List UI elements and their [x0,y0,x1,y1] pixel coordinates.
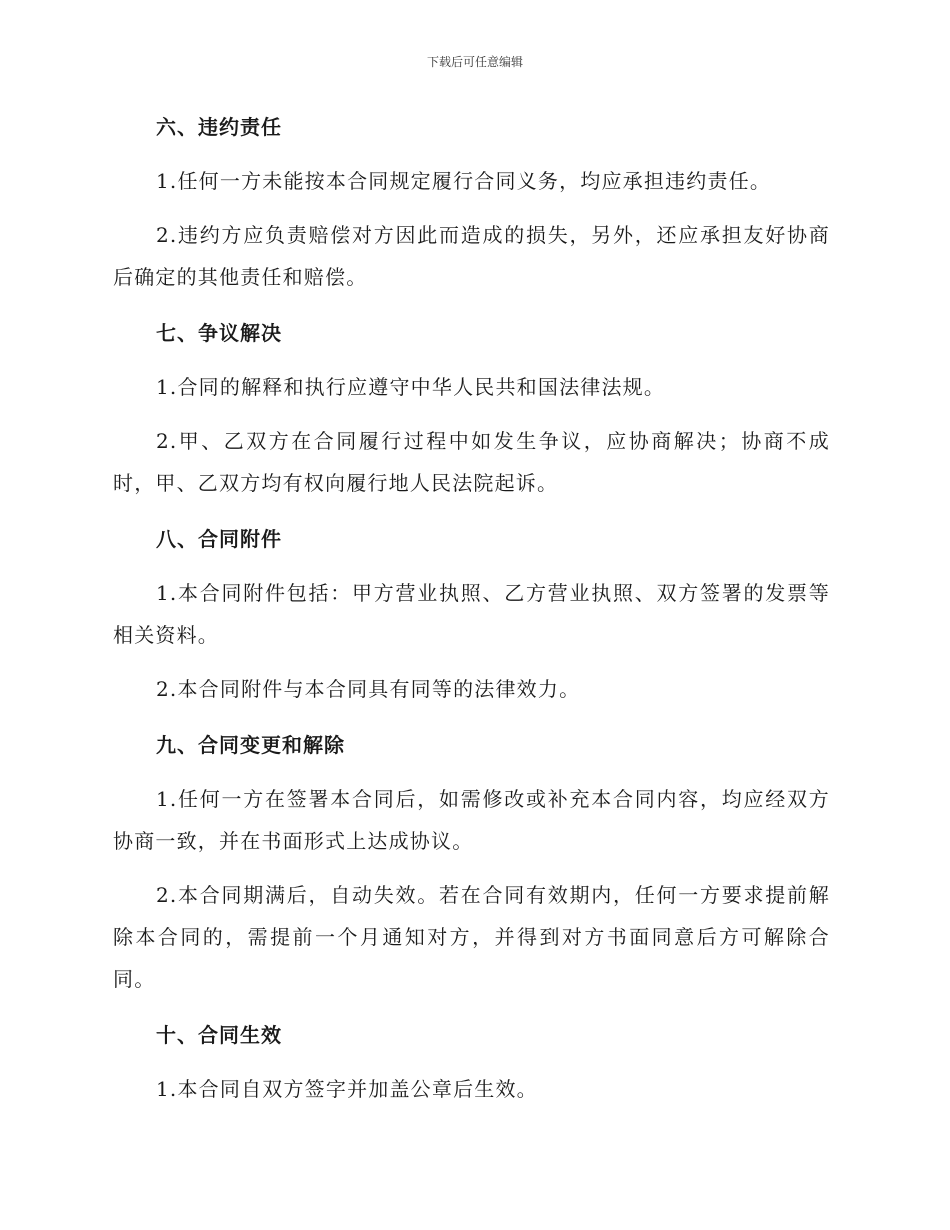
section-heading-dispute: 七、争议解决 [156,321,282,345]
paragraph: 2.违约方应负责赔偿对方因此而造成的损失，另外，还应承担友好协商后确定的其他责任和赔偿。 [113,223,830,289]
section-heading-effectiveness: 十、合同生效 [156,1023,282,1047]
section-heading-amendment: 九、合同变更和解除 [156,733,345,757]
paragraph: 1.本合同附件包括：甲方营业执照、乙方营业执照、双方签署的发票等相关资料。 [113,581,830,647]
section-heading-breach: 六、违约责任 [156,115,282,139]
document-body [113,106,830,1110]
paragraph: 1.合同的解释和执行应遵守中华人民共和国法律法规。 [156,375,666,399]
paragraph: 1.本合同自双方签字并加盖公章后生效。 [156,1077,538,1101]
paragraph: 1.任何一方在签署本合同后，如需修改或补充本合同内容，均应经双方协商一致，并在书面形式上达成协议。 [113,787,830,853]
section-heading-attachments: 八、合同附件 [156,527,282,551]
page-header: 下载后可任意编辑 [426,55,523,69]
paragraph: 1.任何一方未能按本合同规定履行合同义务，均应承担违约责任。 [156,169,772,193]
paragraph: 2.本合同附件与本合同具有同等的法律效力。 [156,677,581,701]
paragraph: 2.本合同期满后，自动失效。若在合同有效期内，任何一方要求提前解除本合同的，需提前一个月通知对方，并得到对方书面同意后方可解除合同。 [113,883,830,991]
paragraph: 2.甲、乙双方在合同履行过程中如发生争议，应协商解决；协商不成时，甲、乙双方均有权向履行地人民法院起诉。 [113,429,830,495]
